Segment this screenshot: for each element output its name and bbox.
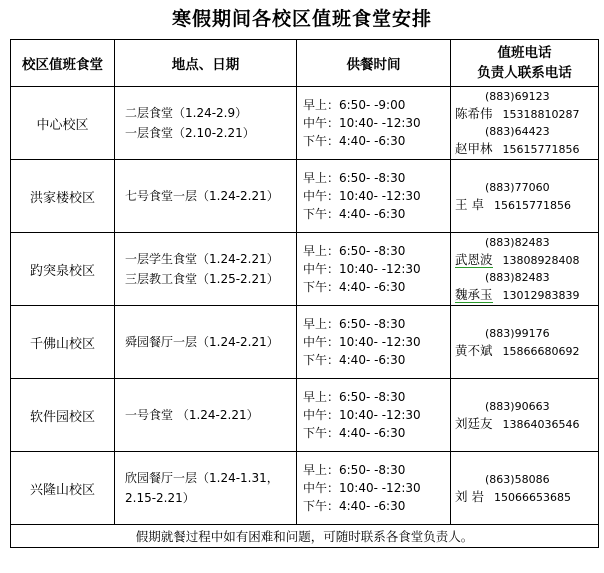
mobile-number: 15318810287 [502, 108, 580, 121]
schedule-table [10, 39, 599, 548]
table-row [11, 452, 599, 525]
header-phone-line1: 值班电话 [497, 45, 552, 61]
campus-name: 趵突泉校区 [11, 233, 115, 306]
meal-time-cell [297, 306, 451, 379]
location-line: 三层教工食堂（1.25-2.21） [125, 272, 279, 286]
meal-time-line: 中午：10:40- -12:30 [303, 335, 421, 349]
location-line: 一号食堂 （1.24-2.21） [125, 408, 259, 422]
meal-time-cell [297, 452, 451, 525]
meal-time-line: 早上：6:50- -8:30 [303, 390, 406, 404]
header-row [11, 40, 599, 87]
meal-time-cell [297, 160, 451, 233]
header-time: 供餐时间 [297, 40, 451, 87]
location-cell [115, 452, 297, 525]
contact-person [455, 488, 598, 506]
contact-person [455, 140, 598, 158]
mobile-number: 13808928408 [502, 254, 580, 267]
header-location: 地点、日期 [115, 40, 297, 87]
meal-time-line: 下午：4:40- -6:30 [303, 426, 406, 440]
table-row [11, 306, 599, 379]
contact-person [455, 342, 598, 360]
contact-person [455, 251, 598, 269]
mobile-number: 13864036546 [502, 417, 580, 431]
meal-time-line: 中午：10:40- -12:30 [303, 189, 421, 203]
contact-person [455, 196, 598, 214]
location-line: 2.15-2.21） [125, 491, 195, 505]
meal-time-line: 早上：6:50- -8:30 [303, 171, 406, 185]
duty-phone: (883)77060 [485, 180, 550, 194]
table-row [11, 160, 599, 233]
contact-person [455, 105, 598, 123]
mobile-number: 15615771856 [493, 198, 571, 212]
footer-note: 假期就餐过程中如有困难和问题，可随时联系各食堂负责人。 [11, 525, 599, 548]
campus-name: 千佛山校区 [11, 306, 115, 379]
person-name: 刘 岩 [455, 488, 484, 504]
contact-cell [451, 452, 599, 525]
duty-phone: (883)82483 [485, 271, 550, 284]
person-name: 武恩波 [455, 252, 493, 267]
contact-cell [451, 306, 599, 379]
duty-phone: (883)99176 [485, 326, 550, 340]
mobile-number: 13012983839 [502, 289, 580, 302]
page-title: 寒假期间各校区值班食堂安排 [171, 8, 432, 30]
person-name: 刘廷友 [455, 415, 493, 431]
table-row [11, 379, 599, 452]
table-row [11, 233, 599, 306]
person-name: 陈希伟 [455, 106, 493, 121]
meal-time-line: 下午：4:40- -6:30 [303, 134, 406, 148]
person-name: 黄不斌 [455, 342, 493, 358]
campus-name: 洪家楼校区 [11, 160, 115, 233]
contact-cell [451, 379, 599, 452]
meal-time-line: 下午：4:40- -6:30 [303, 280, 406, 294]
contact-person [455, 415, 598, 433]
meal-time-line: 中午：10:40- -12:30 [303, 481, 421, 495]
duty-phone: (883)90663 [485, 399, 550, 413]
contact-person [455, 286, 598, 304]
location-line: 一层食堂（2.10-2.21） [125, 126, 255, 140]
contact-cell [451, 160, 599, 233]
meal-time-line: 早上：6:50- -8:30 [303, 244, 406, 258]
mobile-number: 15615771856 [502, 143, 580, 156]
location-line: 欣园餐厅一层（1.24-1.31， [125, 471, 279, 485]
location-cell [115, 233, 297, 306]
location-line: 七号食堂一层（1.24-2.21） [125, 189, 279, 203]
meal-time-line: 早上：6:50- -9:00 [303, 98, 406, 112]
meal-time-cell [297, 87, 451, 160]
contact-cell [451, 87, 599, 160]
header-phone [451, 40, 599, 87]
meal-time-line: 下午：4:40- -6:30 [303, 207, 406, 221]
meal-time-line: 中午：10:40- -12:30 [303, 262, 421, 276]
campus-name: 软件园校区 [11, 379, 115, 452]
duty-phone: (883)69123 [485, 90, 550, 103]
location-cell [115, 160, 297, 233]
meal-time-line: 早上：6:50- -8:30 [303, 463, 406, 477]
meal-time-line: 中午：10:40- -12:30 [303, 408, 421, 422]
meal-time-line: 早上：6:50- -8:30 [303, 317, 406, 331]
person-name: 王 卓 [455, 196, 484, 212]
duty-phone: (883)64423 [485, 125, 550, 138]
duty-phone: (883)82483 [485, 236, 550, 249]
campus-name: 中心校区 [11, 87, 115, 160]
location-cell [115, 87, 297, 160]
location-line: 舜园餐厅一层（1.24-2.21） [125, 335, 279, 349]
duty-phone: (863)58086 [485, 472, 550, 486]
mobile-number: 15066653685 [493, 490, 571, 504]
person-name: 魏承玉 [455, 287, 493, 302]
meal-time-line: 中午：10:40- -12:30 [303, 116, 421, 130]
contact-cell [451, 233, 599, 306]
meal-time-line: 下午：4:40- -6:30 [303, 499, 406, 513]
meal-time-cell [297, 233, 451, 306]
meal-time-line: 下午：4:40- -6:30 [303, 353, 406, 367]
footer-row [11, 525, 599, 548]
header-campus: 校区值班食堂 [11, 40, 115, 87]
person-name: 赵甲林 [455, 141, 493, 156]
mobile-number: 15866680692 [502, 344, 580, 358]
header-phone-line2: 负责人联系电话 [477, 65, 572, 81]
location-cell [115, 306, 297, 379]
campus-name: 兴隆山校区 [11, 452, 115, 525]
location-cell [115, 379, 297, 452]
meal-time-cell [297, 379, 451, 452]
table-row [11, 87, 599, 160]
location-line: 一层学生食堂（1.24-2.21） [125, 252, 279, 266]
location-line: 二层食堂（1.24-2.9） [125, 106, 248, 120]
